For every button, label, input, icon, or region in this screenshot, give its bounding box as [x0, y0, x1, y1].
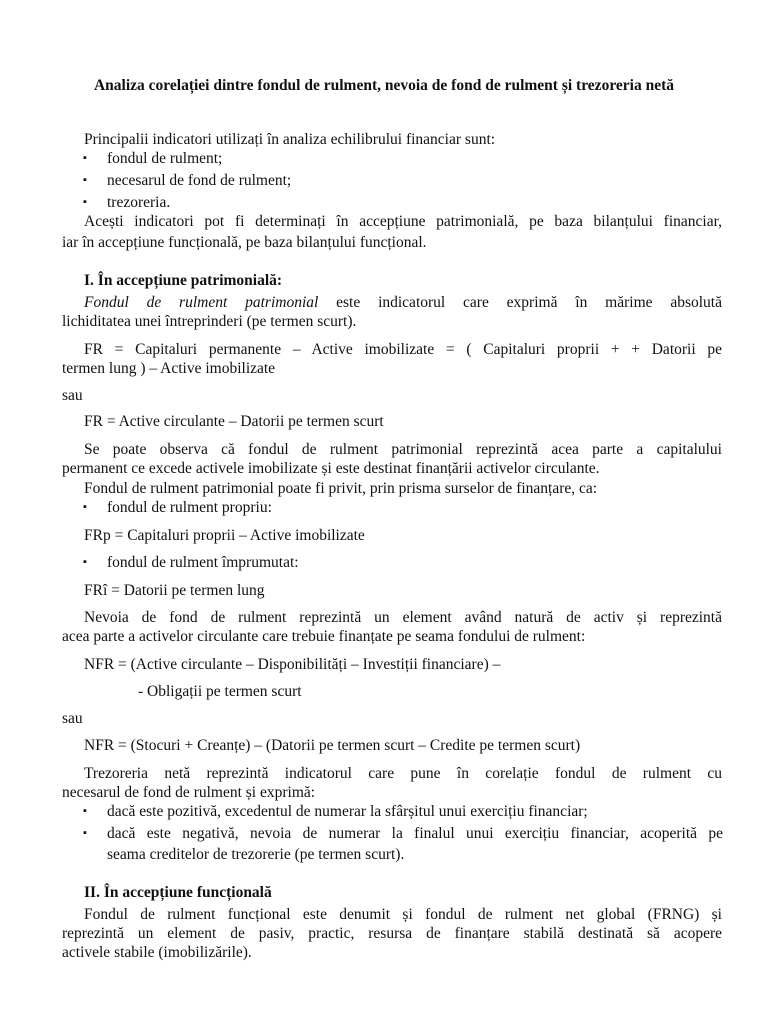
formula-nfr-line: - Obligații pe termen scurt [138, 683, 302, 700]
formula-nfr-line: NFR = (Active circulante – Disponibilități – Investiții financiare) – [84, 656, 501, 673]
intro-lead: Principalii indicatori utilizați în analiza echilibrului financiar sunt: [84, 131, 496, 148]
list-item-text: fondul de rulment împrumutat: [107, 554, 299, 571]
list-item-continuation: seama creditelor de trezorerie (pe termen scurt). [107, 846, 405, 863]
bullet-icon: ▪ [83, 174, 87, 186]
section-heading: II. În accepțiune funcțională [84, 884, 272, 901]
sources-lead: Fondul de rulment patrimonial poate fi privit, prin prisma surselor de finanțare, ca: [84, 480, 598, 497]
bullet-icon: ▪ [83, 827, 87, 839]
conjunction-text: sau [62, 710, 83, 727]
nfr-definition-line: acea parte a activelor circulante care trebuie finanțate pe seama fondului de rulment: [62, 628, 586, 645]
net-treasury-line: necesarul de fond de rulment și exprimă: [62, 784, 316, 801]
bullet-icon: ▪ [83, 805, 87, 817]
conjunction-text: sau [62, 387, 83, 404]
section-heading: I. În accepțiune patrimonială: [84, 272, 283, 289]
section2-paragraph-line: activele stabile (imobilizările). [62, 944, 252, 961]
definition-term: Fondul de rulment patrimonial [84, 294, 319, 311]
list-item-text: trezoreria. [107, 194, 171, 211]
bullet-icon: ▪ [83, 152, 87, 164]
formula-frp: FRp = Capitaluri proprii – Active imobilizate [84, 527, 365, 544]
list-item-text: fondul de rulment; [107, 150, 223, 167]
list-item-text: fondul de rulment propriu: [107, 499, 272, 516]
definition-line: lichiditatea unei întreprinderi (pe termen scurt). [62, 313, 357, 330]
definition-line [62, 293, 722, 312]
observation-line: Se poate observa că fondul de rulment patrimonial reprezintă acea parte a capitalului [84, 441, 722, 458]
list-item-text: dacă este pozitivă, excedentul de numerar la sfârșitul unui exercițiu financiar; [107, 803, 588, 820]
formula-fri: FRî = Datorii pe termen lung [84, 582, 265, 599]
formula-fr-alt: FR = Active circulante – Datorii pe termen scurt [84, 413, 384, 430]
bullet-icon: ▪ [83, 196, 87, 208]
list-item-text: dacă este negativă, nevoia de numerar la finalul unui exercițiu financiar, acoperită pe [107, 825, 723, 842]
bullet-icon: ▪ [83, 556, 87, 568]
intro-paragraph-line: iar în accepțiune funcțională, pe baza bilanțului funcțional. [62, 234, 427, 251]
section2-paragraph-line: Fondul de rulment funcțional este denumit și fondul de rulment net global (FRNG) și [84, 906, 722, 923]
section2-paragraph-line: reprezintă un element de pasiv, practic, resursa de finanțare stabilă destinată să acopere [62, 925, 722, 942]
document-title: Analiza corelației dintre fondul de rulment, nevoia de fond de rulment și trezoreria netă [93, 77, 675, 94]
observation-line: permanent ce excede activele imobilizate și este destinat finanțării activelor circulante. [62, 460, 600, 477]
formula-nfr-alt: NFR = (Stocuri + Creanțe) – (Datorii pe termen scurt – Credite pe termen scurt) [84, 737, 581, 754]
formula-fr-line: termen lung ) – Active imobilizate [62, 360, 276, 377]
bullet-icon: ▪ [83, 501, 87, 513]
net-treasury-line: Trezoreria netă reprezintă indicatorul care pune în corelație fondul de rulment cu [84, 765, 722, 782]
intro-paragraph-line: Acești indicatori pot fi determinați în accepțiune patrimonială, pe baza bilanțului financiar, [84, 213, 722, 230]
list-item-text: necesarul de fond de rulment; [107, 172, 292, 189]
nfr-definition-line: Nevoia de fond de rulment reprezintă un element având natură de activ și reprezintă [84, 609, 722, 626]
formula-fr-line: FR = Capitaluri permanente – Active imobilizate = ( Capitaluri proprii + + Datorii pe [84, 341, 722, 358]
definition-text: este indicatorul care exprimă în mărime absolută [318, 294, 722, 311]
